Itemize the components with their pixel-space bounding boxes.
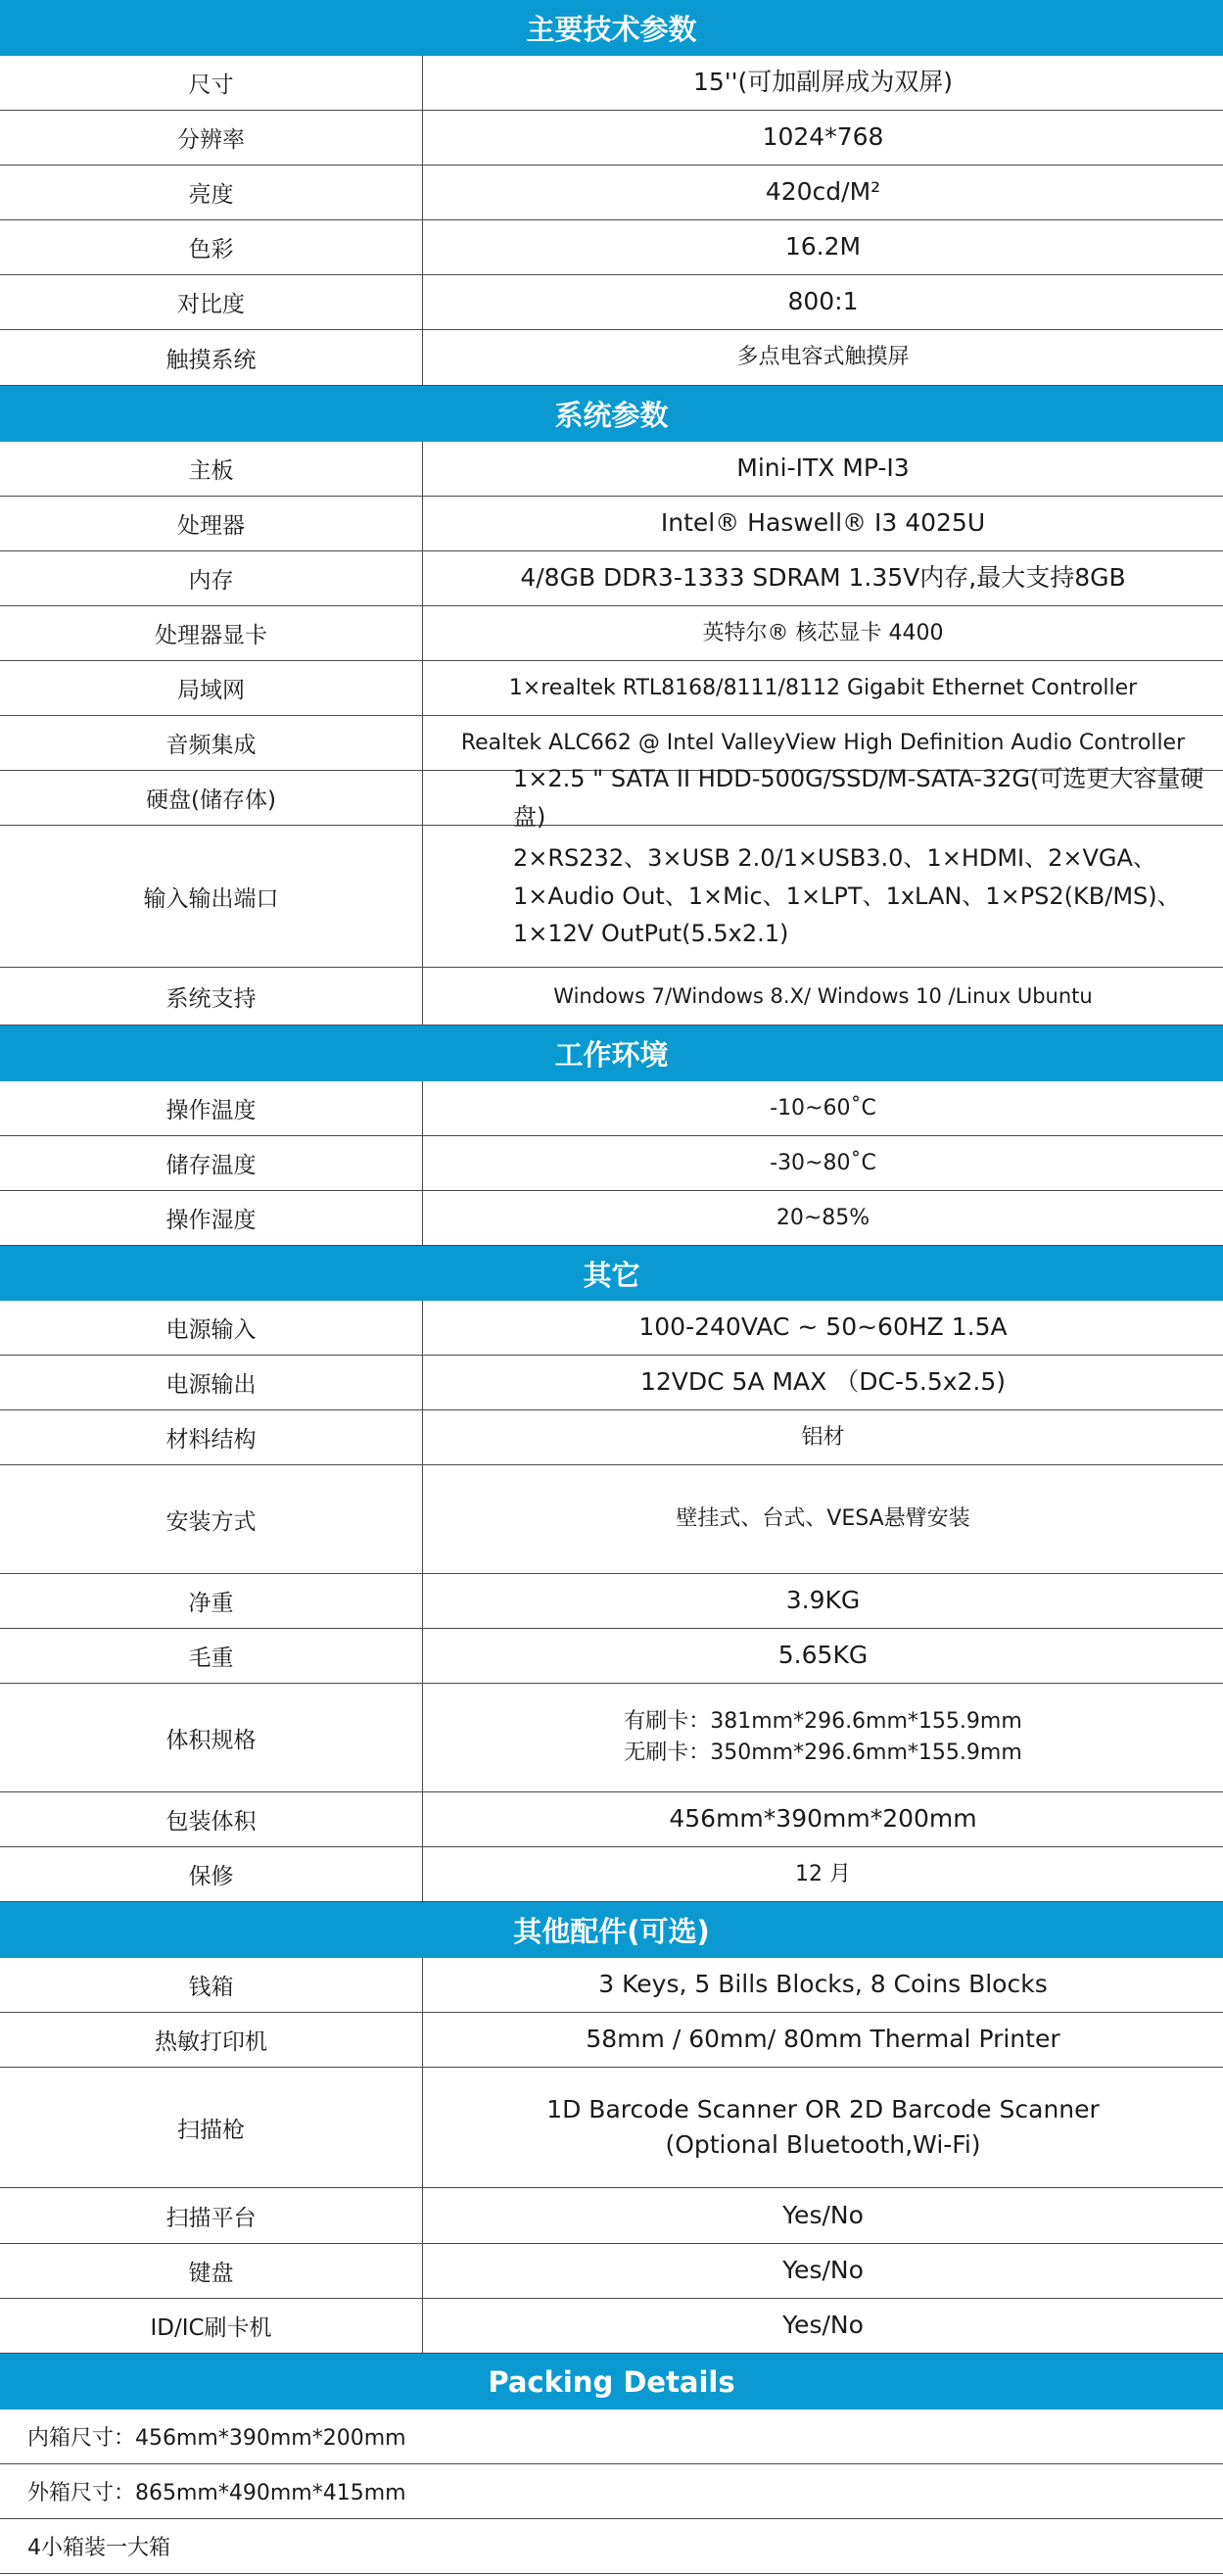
spec-label: 操作湿度 (0, 1191, 423, 1245)
spec-value (423, 497, 1223, 550)
spec-row (0, 442, 1223, 497)
spec-label: 电源输入 (0, 1301, 423, 1355)
spec-row (0, 497, 1223, 551)
section-header: 主要技术参数 (0, 0, 1223, 56)
spec-row (0, 2188, 1223, 2244)
spec-value (423, 2299, 1223, 2353)
spec-row (0, 275, 1223, 330)
spec-value-line: 15''(可加副屏成为双屏) (692, 68, 954, 97)
spec-label: 操作温度 (0, 1081, 423, 1135)
spec-value (423, 2068, 1223, 2187)
spec-value-line: 壁挂式、台式、VESA悬臂安装 (676, 1506, 970, 1532)
spec-value-line: 1D Barcode Scanner OR 2D Barcode Scanner (546, 2094, 1100, 2123)
spec-value (423, 1629, 1223, 1683)
spec-value-line: 58mm / 60mm/ 80mm Thermal Printer (586, 2025, 1060, 2054)
spec-value (423, 764, 1223, 831)
section-header: 其他配件(可选) (0, 1902, 1223, 1958)
spec-row (0, 1136, 1223, 1191)
spec-value-line: 1×Audio Out、1×Mic、1×LPT、1xLAN、1×PS2(KB/MS)、 (513, 882, 1181, 910)
spec-label: 电源输出 (0, 1356, 423, 1409)
spec-label: 音频集成 (0, 716, 423, 770)
spec-value-line: Intel® Haswell® I3 4025U (660, 508, 986, 538)
spec-label: 亮度 (0, 166, 423, 219)
spec-label: 局域网 (0, 661, 423, 715)
spec-row (0, 1081, 1223, 1136)
spec-value-line: 12VDC 5A MAX （DC-5.5x2.5) (639, 1367, 1007, 1397)
spec-value-line: Yes/No (782, 2256, 864, 2285)
spec-label: 保修 (0, 1847, 423, 1901)
spec-value (423, 1136, 1223, 1190)
spec-value (423, 56, 1223, 110)
spec-row (0, 220, 1223, 275)
spec-value (423, 1847, 1223, 1901)
spec-label: ID/IC刷卡机 (0, 2299, 423, 2353)
spec-label: 触摸系统 (0, 330, 423, 385)
spec-row (0, 606, 1223, 661)
spec-row (0, 2013, 1223, 2068)
spec-value-line: Mini-ITX MP-I3 (736, 453, 910, 483)
spec-row (0, 826, 1223, 968)
spec-value (423, 551, 1223, 605)
spec-value-line: 铝材 (801, 1424, 845, 1450)
spec-label: 扫描枪 (0, 2068, 423, 2187)
section-header: 系统参数 (0, 386, 1223, 442)
spec-value (423, 661, 1223, 715)
spec-row (0, 1958, 1223, 2013)
spec-value-line: 多点电容式触摸屏 (736, 345, 910, 370)
spec-value-line: 12 月 (795, 1861, 851, 1886)
spec-row (0, 1684, 1223, 1792)
spec-value-line: 英特尔® 核芯显卡 4400 (702, 620, 944, 645)
section-header: 工作环境 (0, 1026, 1223, 1081)
packing-text: 外箱尺寸：865mm*490mm*415mm (27, 2481, 406, 2505)
spec-label: 对比度 (0, 275, 423, 329)
spec-row (0, 1356, 1223, 1410)
spec-value-line: Windows 7/Windows 8.X/ Windows 10 /Linux Ubuntu (553, 983, 1093, 1008)
spec-row (0, 764, 1223, 831)
spec-label: 净重 (0, 1574, 423, 1628)
spec-row (0, 2244, 1223, 2299)
spec-row (0, 661, 1223, 716)
spec-value (423, 442, 1223, 496)
spec-label: 体积规格 (0, 1684, 423, 1791)
spec-value-line: 16.2M (784, 232, 862, 262)
spec-value (423, 220, 1223, 274)
spec-label: 系统支持 (0, 968, 423, 1025)
spec-value (423, 2188, 1223, 2243)
spec-row (0, 1792, 1223, 1847)
spec-row (0, 166, 1223, 220)
spec-value (423, 166, 1223, 219)
spec-value-line: 1×2.5 " SATA II HDD-500G/SSD/M-SATA-32G(可选更大容量硬盘) (513, 764, 1204, 831)
spec-value-line: Yes/No (782, 2200, 864, 2229)
packing-row (0, 2519, 1223, 2574)
packing-row (0, 2464, 1223, 2519)
spec-label: 色彩 (0, 220, 423, 274)
spec-value (423, 2013, 1223, 2067)
spec-value-line: -10~60˚C (770, 1095, 876, 1121)
spec-value-line: 1×12V OutPut(5.5x2.1) (513, 920, 789, 948)
spec-value (423, 1356, 1223, 1409)
spec-label: 毛重 (0, 1629, 423, 1683)
spec-label: 处理器 (0, 497, 423, 550)
spec-value (423, 111, 1223, 165)
spec-value (423, 275, 1223, 329)
spec-label: 处理器显卡 (0, 606, 423, 660)
spec-value-line: Yes/No (782, 2311, 864, 2340)
spec-row (0, 1574, 1223, 1629)
spec-value (423, 1958, 1223, 2012)
spec-label: 主板 (0, 442, 423, 496)
spec-value (423, 330, 1223, 385)
spec-row (0, 1191, 1223, 1246)
spec-value-line: 无刷卡：350mm*296.6mm*155.9mm (624, 1741, 1022, 1765)
spec-value-line: 20~85% (776, 1205, 870, 1230)
spec-label: 输入输出端口 (0, 826, 423, 967)
spec-label: 材料结构 (0, 1410, 423, 1464)
spec-value-line: 800:1 (787, 287, 859, 316)
spec-row (0, 1629, 1223, 1684)
spec-value (423, 1410, 1223, 1464)
spec-value-line: 100-240VAC ~ 50~60HZ 1.5A (638, 1312, 1008, 1342)
spec-value-line: 有刷卡：381mm*296.6mm*155.9mm (624, 1709, 1022, 1735)
spec-label: 分辨率 (0, 111, 423, 165)
spec-value-line: 1×realtek RTL8168/8111/8112 Gigabit Ethernet Controller (508, 675, 1138, 700)
packing-text: 内箱尺寸：456mm*390mm*200mm (27, 2426, 406, 2451)
spec-label: 键盘 (0, 2244, 423, 2298)
spec-value (423, 1792, 1223, 1846)
spec-row (0, 551, 1223, 606)
spec-value (423, 1081, 1223, 1135)
spec-row (0, 1847, 1223, 1902)
spec-value-line: Realtek ALC662 @ Intel ValleyView High Definition Audio Controller (460, 730, 1186, 755)
spec-value (423, 1191, 1223, 1245)
spec-value (423, 826, 1223, 967)
spec-label: 硬盘(储存体) (0, 771, 423, 825)
spec-label: 内存 (0, 551, 423, 605)
spec-row (0, 330, 1223, 386)
spec-row (0, 56, 1223, 111)
spec-label: 扫描平台 (0, 2188, 423, 2243)
spec-value-line: -30~80˚C (770, 1150, 876, 1175)
spec-value (423, 1574, 1223, 1628)
spec-value-line: 2×RS232、3×USB 2.0/1×USB3.0、1×HDMI、2×VGA、 (513, 843, 1156, 872)
packing-header: Packing Details (0, 2354, 1223, 2409)
spec-row (0, 1410, 1223, 1465)
spec-value (423, 968, 1223, 1025)
spec-value (423, 1301, 1223, 1355)
spec-label: 热敏打印机 (0, 2013, 423, 2067)
spec-row (0, 1301, 1223, 1356)
packing-text: 4小箱装一大箱 (27, 2536, 170, 2560)
spec-value-line: 5.65KG (777, 1641, 869, 1670)
spec-value-line: 420cd/M² (765, 177, 881, 207)
section-header: 其它 (0, 1246, 1223, 1301)
spec-label: 储存温度 (0, 1136, 423, 1190)
spec-value (423, 2244, 1223, 2298)
spec-value-line: 456mm*390mm*200mm (669, 1804, 977, 1834)
spec-row (0, 2068, 1223, 2188)
spec-value (423, 1465, 1223, 1573)
spec-label: 包装体积 (0, 1792, 423, 1846)
spec-value-line: 1024*768 (762, 122, 884, 152)
spec-value (423, 1684, 1223, 1791)
spec-label: 尺寸 (0, 56, 423, 110)
spec-row (0, 1465, 1223, 1574)
spec-row (0, 111, 1223, 166)
packing-row (0, 2409, 1223, 2464)
spec-value-line: 3.9KG (785, 1586, 861, 1615)
spec-row (0, 2299, 1223, 2354)
spec-value-line: (Optional Bluetooth,Wi-Fi) (665, 2130, 981, 2159)
spec-label: 安装方式 (0, 1465, 423, 1573)
spec-row (0, 968, 1223, 1026)
spec-value-line: 4/8GB DDR3-1333 SDRAM 1.35V内存,最大支持8GB (520, 563, 1126, 593)
spec-value (423, 606, 1223, 660)
spec-label: 钱箱 (0, 1958, 423, 2012)
spec-value-line: 3 Keys, 5 Bills Blocks, 8 Coins Blocks (598, 1970, 1048, 1999)
